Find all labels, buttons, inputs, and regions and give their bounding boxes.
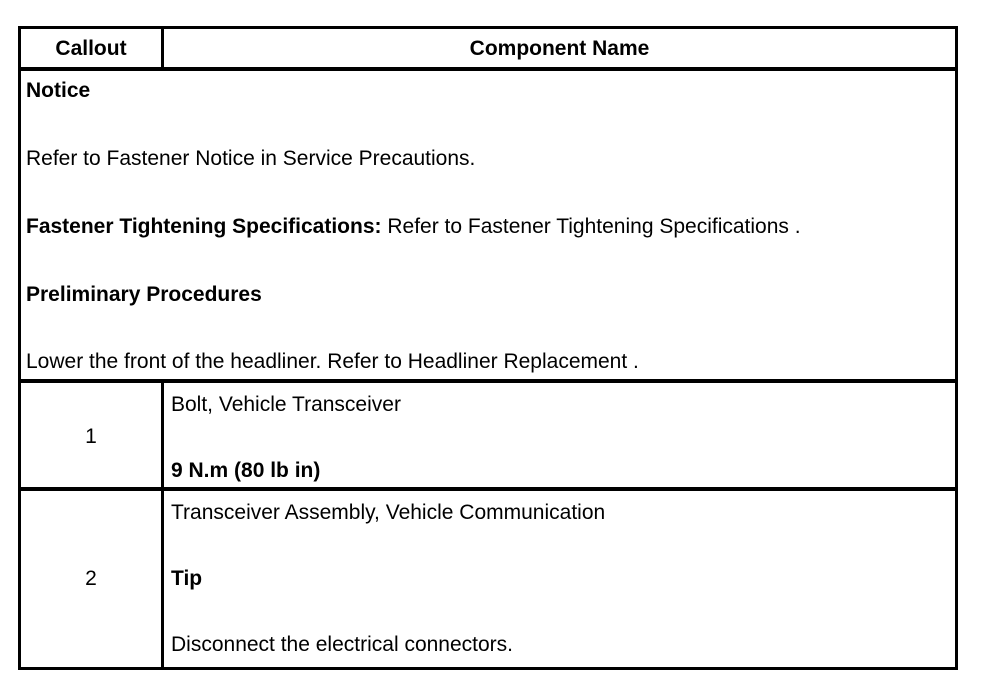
fastener-spec-line	[26, 215, 801, 239]
table-header-row	[21, 29, 955, 71]
notice-text: Refer to Fastener Notice in Service Precautions.	[26, 147, 476, 170]
tip-text: Disconnect the electrical connectors.	[171, 633, 513, 656]
component-name: Transceiver Assembly, Vehicle Communication	[171, 501, 606, 524]
preliminary-procedures-text: Lower the front of the headliner. Refer to Headliner Replacement .	[26, 350, 639, 373]
column-divider	[161, 383, 164, 487]
column-divider	[161, 491, 164, 667]
notice-title: Notice	[26, 79, 91, 102]
fastener-spec-text: Refer to Fastener Tightening Specifications .	[381, 215, 801, 238]
torque-spec: 9 N.m (80 lb in)	[171, 459, 321, 482]
table-row	[21, 383, 955, 491]
component-table	[18, 26, 958, 670]
tip-title: Tip	[171, 567, 203, 590]
callout-number: 2	[85, 567, 97, 590]
callout-number: 1	[85, 425, 97, 448]
callout-column-header: Callout	[55, 37, 127, 60]
preliminary-procedures-title: Preliminary Procedures	[26, 283, 262, 306]
component-name-column-header: Component Name	[469, 37, 650, 60]
notice-section	[21, 71, 955, 383]
fastener-spec-label: Fastener Tightening Specifications:	[26, 215, 382, 238]
table-row	[21, 491, 955, 667]
component-name: Bolt, Vehicle Transceiver	[171, 393, 401, 416]
